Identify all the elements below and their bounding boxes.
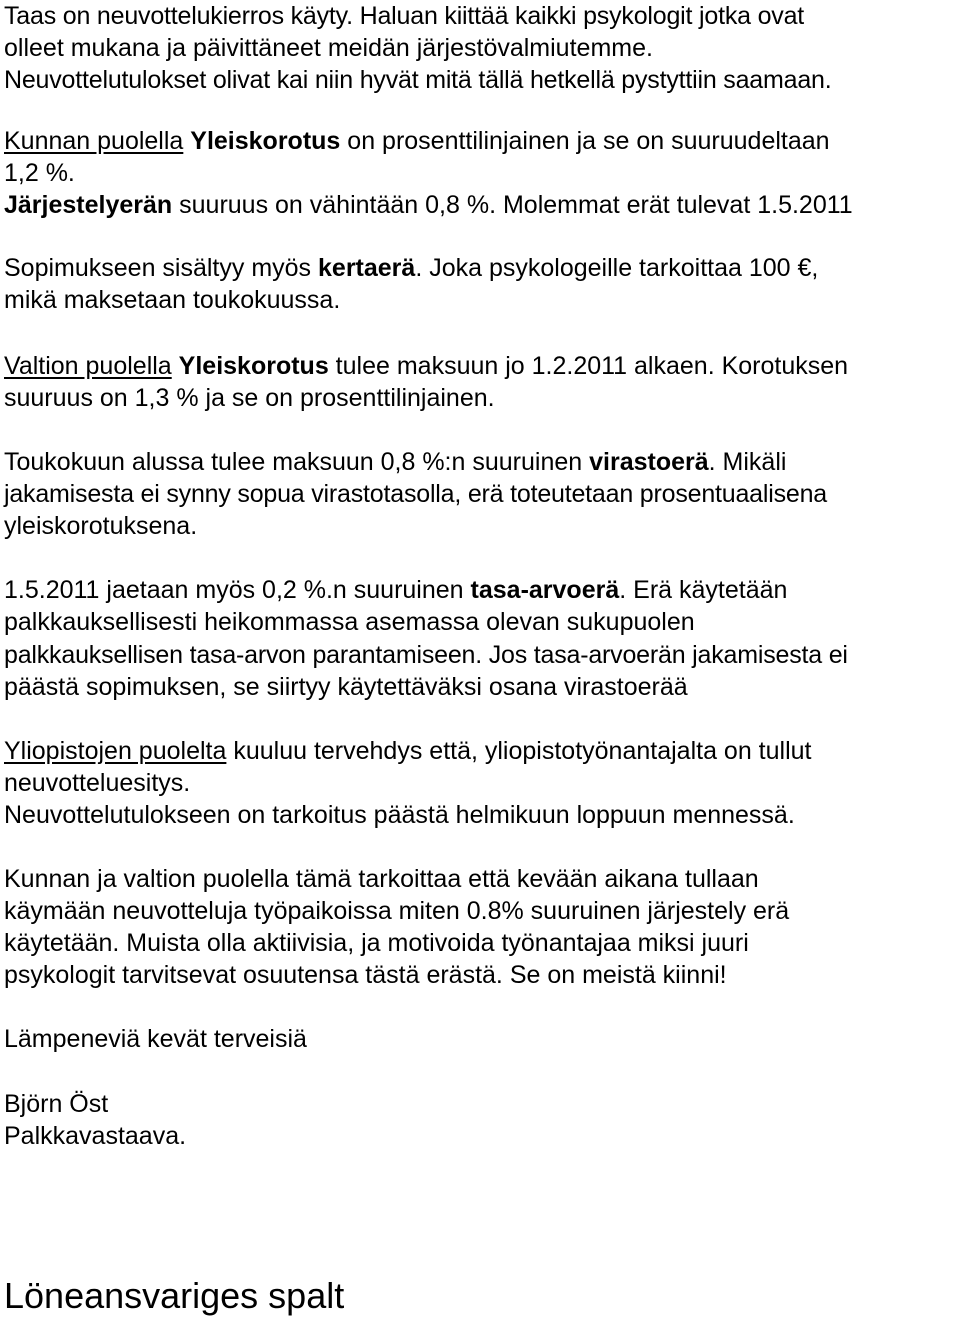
kertaera-term: kertaerä <box>318 254 416 282</box>
paragraph-2-line-1 <box>4 125 830 157</box>
paragraph-4-line-1 <box>4 350 848 382</box>
paragraph-8-line-3: käytetään. Muista olla aktiivisia, ja motivoida työnantajaa miksi juuri <box>4 929 749 957</box>
yliopistojen-puolelta-heading: Yliopistojen puolelta <box>4 737 227 765</box>
text: 1.5.2011 jaetaan myös 0,2 %.n suuruinen <box>4 576 471 604</box>
paragraph-5-line-1 <box>4 446 786 478</box>
tasa-arvoera-term: tasa-arvoerä <box>470 576 620 604</box>
paragraph-7-line-1 <box>4 735 811 767</box>
paragraph-2-line-2: 1,2 %. <box>4 159 75 187</box>
paragraph-5-line-3: yleiskorotuksena. <box>4 512 198 540</box>
paragraph-8-line-1: Kunnan ja valtion puolella tämä tarkoittaa että kevään aikana tullaan <box>4 865 759 893</box>
paragraph-6-line-1 <box>4 574 787 606</box>
paragraph-7-line-2: neuvotteluesitys. <box>4 769 191 797</box>
paragraph-8-line-2: käymään neuvotteluja työpaikoissa miten 0.8% suuruinen järjestely erä <box>4 897 790 925</box>
text: . Joka psykologeille tarkoittaa 100 €, <box>415 254 819 282</box>
signature-name: Björn Öst <box>4 1090 109 1118</box>
text: . Mikäli <box>708 448 787 476</box>
paragraph-8-line-4: psykologit tarvitsevat osuutensa tästä erästä. Se on meistä kiinni! <box>4 961 727 989</box>
text: tulee maksuun jo 1.2.2011 alkaen. Korotuksen <box>328 352 849 380</box>
text: Sopimukseen sisältyy myös <box>4 254 319 282</box>
signature-title: Palkkavastaava. <box>4 1122 187 1150</box>
paragraph-3-line-1 <box>4 252 818 284</box>
virastoera-term: virastoerä <box>589 448 709 476</box>
paragraph-5-line-2: jakamisesta ei synny sopua virastotasolla, erä toteutetaan prosentuaalisena <box>4 480 828 508</box>
text: on prosenttilinjainen ja se on suuruudeltaan <box>340 127 830 155</box>
text: . Erä käytetään <box>619 576 788 604</box>
paragraph-3-line-2: mikä maksetaan toukokuussa. <box>4 286 341 314</box>
yleiskorotus-term: Yleiskorotus <box>190 127 341 155</box>
greeting: Lämpeneviä kevät terveisiä <box>4 1025 307 1053</box>
text: kuuluu tervehdys että, yliopistotyönantajalta on tullut <box>226 737 812 765</box>
valtion-puolella-heading: Valtion puolella <box>4 352 172 380</box>
kunnan-puolella-heading: Kunnan puolella <box>4 127 184 155</box>
section-heading: Löneansvariges spalt <box>4 1275 345 1316</box>
text: suuruus on vähintään 0,8 %. Molemmat erät tulevat 1.5.2011 <box>172 191 853 219</box>
paragraph-4-line-2: suuruus on 1,3 % ja se on prosenttilinjainen. <box>4 384 495 412</box>
paragraph-1-line-2: olleet mukana ja päivittäneet meidän järjestövalmiutemme. <box>4 34 653 62</box>
jarjestelyera-term: Järjestelyerän <box>4 191 173 219</box>
paragraph-2-line-3 <box>4 189 853 221</box>
text: Toukokuun alussa tulee maksuun 0,8 %:n suuruinen <box>4 448 590 476</box>
paragraph-6-line-3: palkkauksellisen tasa-arvon parantamiseen. Jos tasa-arvoerän jakamisesta ei <box>4 641 848 669</box>
paragraph-7-line-3: Neuvottelutulokseen on tarkoitus päästä helmikuun loppuun mennessä. <box>4 801 795 829</box>
paragraph-1-line-3: Neuvottelutulokset olivat kai niin hyvät mitä tällä hetkellä pystyttiin saamaan. <box>4 66 832 94</box>
yleiskorotus-term: Yleiskorotus <box>178 352 329 380</box>
paragraph-6-line-2: palkkauksellisesti heikommassa asemassa olevan sukupuolen <box>4 608 695 636</box>
paragraph-6-line-4: päästä sopimuksen, se siirtyy käytettäväksi osana virastoerää <box>4 673 688 701</box>
paragraph-1-line-1: Taas on neuvottelukierros käyty. Haluan kiittää kaikki psykologit jotka ovat <box>4 2 805 30</box>
